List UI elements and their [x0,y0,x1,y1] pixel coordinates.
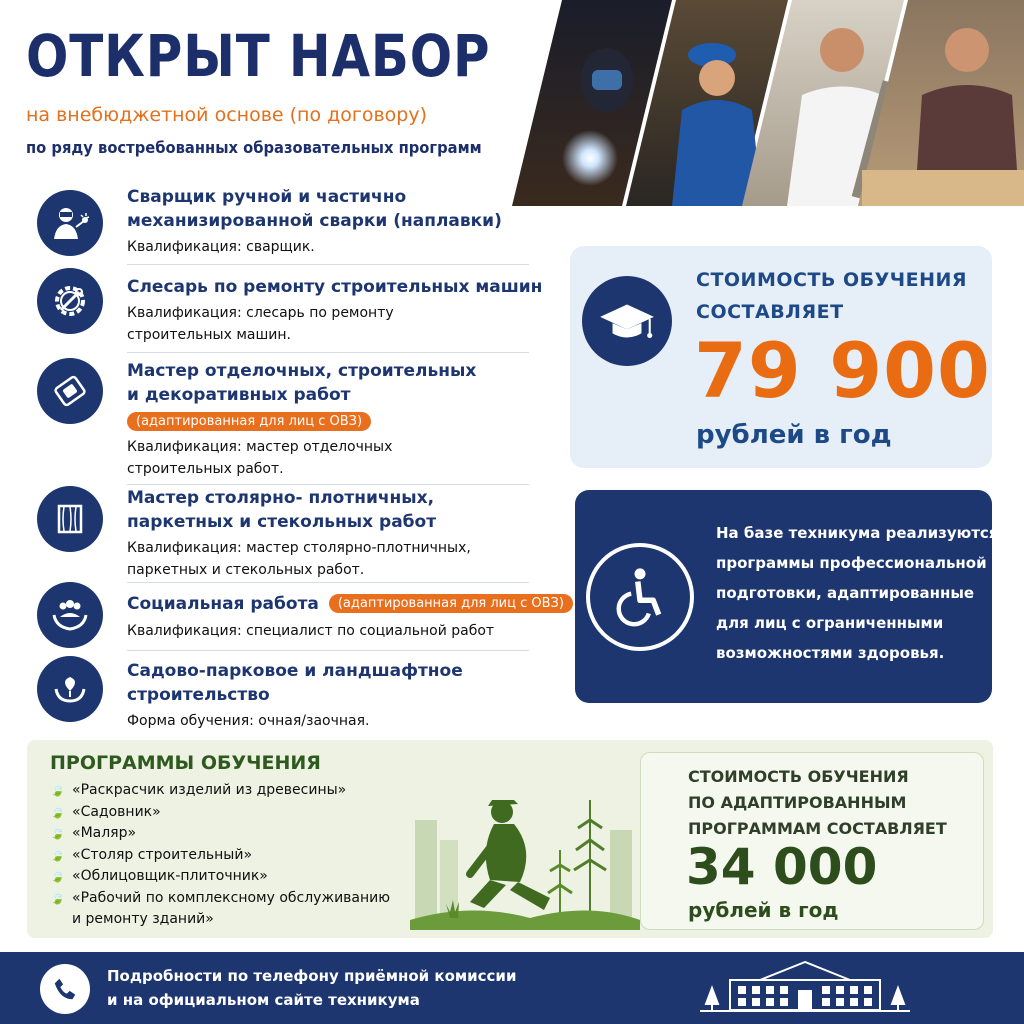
hands-people-icon [37,582,103,648]
trowel-icon [37,358,103,424]
ovz-badge: (адаптированная для лиц с ОВЗ) [329,594,573,613]
footer-info-text: Подробности по телефону приёмной комиссии и на официальном сайте техникума [107,967,517,1009]
training-title: ПРОГРАММЫ ОБУЧЕНИЯ [50,752,321,774]
list-item: 🍃 «Рабочий по комплексному обслуживанию [50,888,390,910]
program-qual-mechanic: Квалификация: слесарь по ремонту строительных машин. [127,305,394,343]
ovz-badge: (адаптированная для лиц с ОВЗ) [127,412,371,431]
divider [127,484,529,485]
leaf-icon: 🍃 [50,826,65,840]
plant-hands-icon [37,656,103,722]
adapted-cost-heading: СТОИМОСТЬ ОБУЧЕНИЯ ПО АДАПТИРОВАННЫМ ПРОГРАММАМ СОСТАВЛЯЕТ [688,767,947,838]
leaf-icon: 🍃 [50,804,65,819]
program-title-carpentry: Мастер столярно- плотничных, паркетных и стекольных работ [127,488,437,532]
program-title-landscape: Садово-парковое и ландшафтное строительство [127,661,463,705]
list-item: 🍃 «Маляр» [50,823,390,845]
subtitle-funding: на внебюджетной основе (по договору) [26,104,428,126]
training-list [50,780,390,931]
adapted-cost-value: 34 000 [686,838,878,896]
cost-value: 79 900 [694,326,991,415]
college-building-icon [700,958,910,1018]
workers-photo-collage [512,0,1024,206]
divider [127,352,529,353]
program-title-finishing: Мастер отделочных, строительных и декоративных работ [127,361,477,405]
program-qual-carpentry: Квалификация: мастер столярно-плотничных, паркетных и стекольных работ. [127,540,471,578]
leaf-icon: 🍃 [50,783,65,797]
list-item: 🍃 «Столяр строительный» [50,845,390,867]
gear-wrench-icon [37,268,103,334]
program-title-mechanic: Слесарь по ремонту строительных машин [127,277,543,297]
list-item: 🍃 «Садовник» [50,802,390,824]
list-item: 🍃 «Раскрасчик изделий из древесины» [50,780,390,802]
program-title-social: Социальная работа (адаптированная для лиц с ОВЗ) [127,592,573,616]
list-item: 🍃 «Облицовщик-плиточник» [50,866,390,888]
cost-unit: рублей в год [696,420,892,450]
divider [127,650,529,651]
program-qual-welder: Квалификация: сварщик. [127,239,315,255]
program-qual-finishing: Квалификация: мастер отделочных строительных работ. [127,439,393,477]
badge-container [127,410,371,431]
adapted-cost-unit: рублей в год [688,898,839,922]
leaf-icon: 🍃 [50,869,65,883]
gardener-illustration [410,790,640,930]
divider [127,264,529,265]
wood-panel-icon [37,486,103,552]
program-title-welder: Сварщик ручной и частично механизированной сварки (наплавки) [127,187,502,231]
list-item-continuation: и ремонту зданий» [72,911,214,927]
page-title: ОТКРЫТ НАБОР [26,22,491,90]
graduation-cap-icon [582,276,672,366]
leaf-icon: 🍃 [50,890,65,905]
accessibility-text: На базе техникума реализуются программы профессиональной подготовки, адаптированные для лиц с ограниченными возможностями здоровья. [716,524,999,662]
wheelchair-icon [586,543,694,651]
welder-icon [37,190,103,256]
phone-icon[interactable] [40,964,90,1014]
program-qual-social: Квалификация: специалист по социальной работ [127,623,495,639]
subtitle-programs: по ряду востребованных образовательных программ [26,138,482,157]
leaf-icon: 🍃 [50,847,65,862]
program-qual-landscape: Форма обучения: очная/заочная. [127,713,370,729]
divider [127,582,529,583]
cost-heading: СТОИМОСТЬ ОБУЧЕНИЯ СОСТАВЛЯЕТ [696,269,968,323]
